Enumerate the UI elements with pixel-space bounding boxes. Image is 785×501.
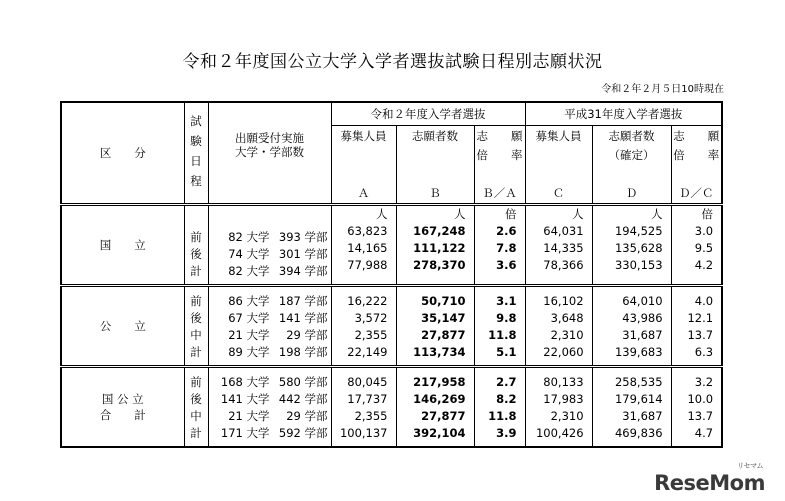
cell-c: 3,648 <box>550 311 584 325</box>
table-row <box>61 286 722 367</box>
table-body <box>61 102 722 447</box>
cell-a: 2,355 <box>354 409 388 423</box>
cell-b: 27,877 <box>421 409 466 423</box>
cell-univ: 21 大学 <box>228 328 270 342</box>
cell-a: 17,737 <box>347 392 388 406</box>
cell-c: 78,366 <box>543 258 584 272</box>
cell-dc: 3.0 <box>694 224 714 238</box>
cell-univ: 86 大学 <box>228 294 270 308</box>
cell-d: 139,683 <box>614 345 663 359</box>
cell-faculty: 393 学部 <box>278 230 328 244</box>
cell-b: 113,734 <box>413 345 466 359</box>
cell-dc: 4.0 <box>694 294 714 308</box>
header-row <box>61 102 722 126</box>
cell-faculty: 394 学部 <box>278 264 328 278</box>
table-row <box>61 367 722 448</box>
cell-schedule: 前 <box>190 375 202 389</box>
header-exam-schedule: 試 験 日 程 <box>190 114 202 188</box>
cell-d: 469,836 <box>614 426 663 440</box>
cell-d: 64,010 <box>622 294 663 308</box>
cell-ba: 3.1 <box>496 294 517 308</box>
document-title: 令和２年度国公立大学入学者選抜試験日程別志願状況 <box>182 52 603 72</box>
cell-b: 167,248 <box>413 224 466 238</box>
cell-a: 80,045 <box>347 375 388 389</box>
header-col-h31_cols-0: 募集人員 Ｃ <box>535 129 582 200</box>
cell-univ: 74 大学 <box>228 247 270 261</box>
cell-ba: 2.7 <box>496 375 517 389</box>
cell-schedule: 前 <box>190 294 202 308</box>
cell-c: 16,102 <box>543 294 584 308</box>
cell-d: 258,535 <box>614 375 663 389</box>
cell-dc: 10.0 <box>687 392 714 406</box>
cell-univ: 67 大学 <box>228 311 270 325</box>
cell-c: 22,060 <box>543 345 584 359</box>
cell-dc: 3.2 <box>694 375 714 389</box>
header-col-r2_cols-1: 志願者数 Ｂ <box>412 129 458 200</box>
application-status-table <box>60 101 723 448</box>
cell-ba: 2.6 <box>496 224 517 238</box>
cell-faculty: 29 学部 <box>286 328 328 342</box>
header-col-r2_cols-2: 志 願 倍 率 Ｂ／Ａ <box>476 129 523 200</box>
cell-univ: 89 大学 <box>228 345 270 359</box>
cell-b: 146,269 <box>413 392 466 406</box>
table-row: 国 立 前 後 計 82 大学 393 学部 74 大学 301 学部 82 大学 394 学部 人 63,823 14,165 77,988 人 167,248 111,122 278,370 倍 2.6 7.8 3.6 人 64,031 14,335 78,366 人 194,525 135,628 330,153 倍 3.0 9.5 4.2 <box>61 205 722 286</box>
cell-faculty: 198 学部 <box>278 345 328 359</box>
cell-faculty: 187 学部 <box>278 294 328 308</box>
cell-b: 35,147 <box>421 311 466 325</box>
cell-a: 3,572 <box>354 311 388 325</box>
cell-ba: 9.8 <box>496 311 517 325</box>
cell-d: 194,525 <box>614 224 663 238</box>
cell-b: 217,958 <box>413 375 466 389</box>
cell-a: 100,137 <box>339 426 388 440</box>
cell-faculty: 141 学部 <box>278 311 328 325</box>
header-col-r2_cols-0: 募集人員 Ａ <box>340 129 387 200</box>
category-label: 公 立 <box>99 319 146 333</box>
cell-ba: 5.1 <box>496 345 517 359</box>
category-label: 国 公 立 合 計 <box>99 392 146 422</box>
header-r2-group: 令和２年度入学者選抜 <box>370 107 486 121</box>
cell-univ: 141 大学 <box>220 392 270 406</box>
cell-c: 64,031 <box>543 224 584 238</box>
as-of-date: 令和２年２月５日10時現在 <box>601 84 724 95</box>
header-col-h31_cols-1: 志願者数 （確定） Ｄ <box>608 129 655 200</box>
cell-a: 77,988 <box>347 258 388 272</box>
cell-faculty: 592 学部 <box>278 426 328 440</box>
cell-a: 16,222 <box>347 294 388 308</box>
cell-dc: 13.7 <box>687 409 714 423</box>
cell-univ: 82 大学 <box>228 264 270 278</box>
cell-ba: 3.9 <box>496 426 517 440</box>
cell-ba: 11.8 <box>488 328 517 342</box>
cell-ba: 7.8 <box>496 241 517 255</box>
cell-schedule: 計 <box>190 345 202 359</box>
cell-faculty: 580 学部 <box>278 375 328 389</box>
cell-c: 100,426 <box>535 426 584 440</box>
cell-c: 80,133 <box>543 375 584 389</box>
cell-univ: 168 大学 <box>220 375 270 389</box>
cell-c: 17,983 <box>543 392 584 406</box>
cell-univ: 171 大学 <box>220 426 270 440</box>
cell-c: 14,335 <box>543 241 584 255</box>
header-h31-group: 平成31年度入学者選抜 <box>564 107 683 121</box>
cell-dc: 4.7 <box>694 426 714 440</box>
cell-ba: 8.2 <box>496 392 517 406</box>
cell-d: 179,614 <box>614 392 663 406</box>
cell-d: 31,687 <box>622 409 663 423</box>
resemom-watermark: リセマム ReseMom <box>654 462 765 495</box>
cell-schedule: 後 <box>190 392 202 406</box>
cell-schedule: 後 <box>190 247 202 261</box>
cell-a: 2,355 <box>354 328 388 342</box>
cell-schedule: 後 <box>190 311 202 325</box>
cell-d: 43,986 <box>622 311 663 325</box>
cell-schedule: 前 <box>190 230 202 244</box>
category-label: 国 立 <box>99 238 146 252</box>
header-category: 区 分 <box>99 146 146 160</box>
cell-b: 50,710 <box>421 294 466 308</box>
cell-d: 31,687 <box>622 328 663 342</box>
cell-ba: 11.8 <box>488 409 517 423</box>
cell-schedule: 中 <box>190 409 202 423</box>
cell-univ: 21 大学 <box>228 409 270 423</box>
header-col-h31_cols-2: 志 願 倍 率 Ｄ／Ｃ <box>673 129 720 200</box>
cell-faculty: 301 学部 <box>278 247 328 261</box>
cell-dc: 13.7 <box>687 328 714 342</box>
header-universities: 出願受付実施 大学・学部数 <box>235 131 304 159</box>
cell-schedule: 中 <box>190 328 202 342</box>
cell-ba: 3.6 <box>496 258 517 272</box>
cell-dc: 12.1 <box>687 311 714 325</box>
cell-dc: 9.5 <box>694 241 714 255</box>
cell-c: 2,310 <box>550 409 584 423</box>
cell-dc: 4.2 <box>694 258 714 272</box>
cell-dc: 6.3 <box>694 345 714 359</box>
cell-faculty: 29 学部 <box>286 409 328 423</box>
cell-b: 278,370 <box>413 258 466 272</box>
cell-a: 22,149 <box>347 345 388 359</box>
cell-a: 63,823 <box>347 224 388 238</box>
cell-schedule: 計 <box>190 264 202 278</box>
cell-b: 27,877 <box>421 328 466 342</box>
cell-b: 111,122 <box>413 241 466 255</box>
cell-c: 2,310 <box>550 328 584 342</box>
cell-d: 330,153 <box>614 258 663 272</box>
cell-d: 135,628 <box>614 241 663 255</box>
cell-univ: 82 大学 <box>228 230 270 244</box>
cell-faculty: 442 学部 <box>278 392 328 406</box>
cell-schedule: 計 <box>190 426 202 440</box>
cell-a: 14,165 <box>347 241 388 255</box>
cell-b: 392,104 <box>413 426 466 440</box>
